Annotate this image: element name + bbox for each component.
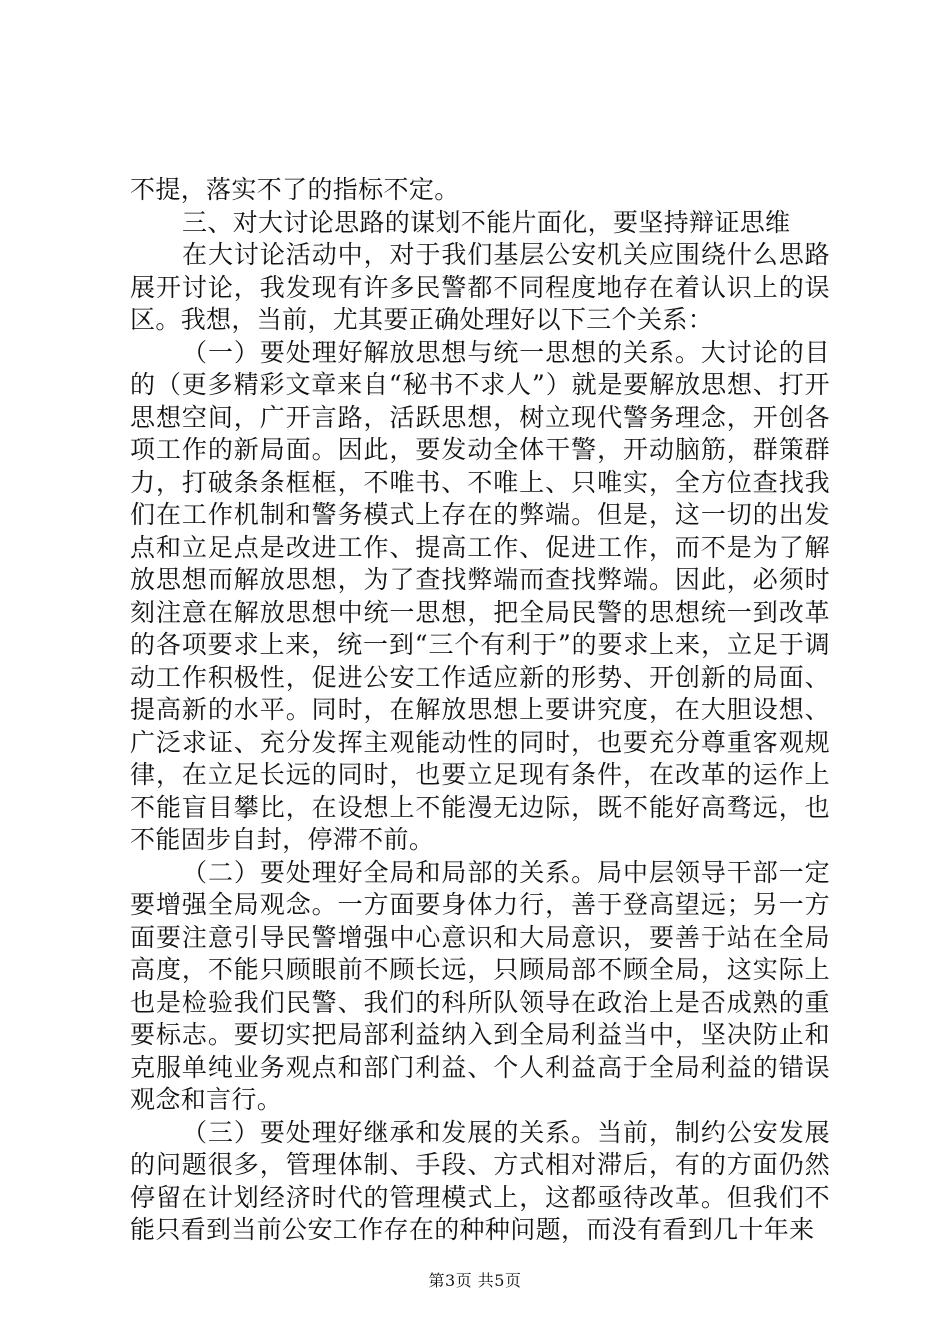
section-heading: 三、对大讨论思路的谋划不能片面化，要坚持辩证思维 <box>182 207 791 237</box>
document-body <box>130 174 830 1247</box>
paragraph-point-two: （二）要处理好全局和局部的关系。局中层领导干部一定要增强全局观念。一方面要身体力行，善于登高望远；另一方面要注意引导民警增强中心意识和大局意识，要善于站在全局高度，不能只顾眼前不顾长远，只顾局部不顾全局，这实际上也是检验我们民警、我们的科所队领导在政治上是否成熟的重要标志。要切实把局部利益纳入到全局利益当中，坚决防止和克服单纯业务观点和部门利益、个人利益高于全局利益的错误观念和言行。 <box>130 857 830 1114</box>
paragraph-continuation: 不提，落实不了的指标不定。 <box>130 175 460 204</box>
page-number-footer: 第3页 共5页 <box>428 1271 522 1290</box>
paragraph-point-one: （一）要处理好解放思想与统一思想的关系。大讨论的目的（更多精彩文章来自“秘书不求人”）就是要解放思想、打开思想空间，广开言路，活跃思想，树立现代警务理念，开创各项工作的新局面。因此，要发动全体干警，开动脑筋，群策群力，打破条条框框，不唯书、不唯上、只唯实，全方位查找我们在工作机制和警务模式上存在的弊端。但是，这一切的出发点和立足点是改进工作、提高工作、促进工作，而不是为了解放思想而解放思想，为了查找弊端而查找弊端。因此，必须时刻注意在解放思想中统一思想，把全局民警的思想统一到改革的各项要求上来，统一到“三个有利于”的要求上来，立足于调动工作积极性，促进公安工作适应新的形势、开创新的局面、提高新的水平。同时，在解放思想上要讲究度，在大胆设想、广泛求证、充分发挥主观能动性的同时，也要充分尊重客观规律，在立足长远的同时，也要立足现有条件，在改革的运作上不能盲目攀比，在设想上不能漫无边际，既不能好高骛远，也不能固步自封，停滞不前。 <box>130 337 830 854</box>
paragraph-point-three: （三）要处理好继承和发展的关系。当前，制约公安发展的问题很多，管理体制、手段、方式相对滞后，有的方面仍然停留在计划经济时代的管理模式上，这都亟待改革。但我们不能只看到当前公安工作存在的种种问题，而没有看到几十年来 <box>130 1117 830 1244</box>
paragraph-intro: 在大讨论活动中，对于我们基层公安机关应围绕什么思路展开讨论，我发现有许多民警都不同程度地存在着认识上的误区。我想，当前，尤其要正确处理好以下三个关系： <box>130 240 830 334</box>
